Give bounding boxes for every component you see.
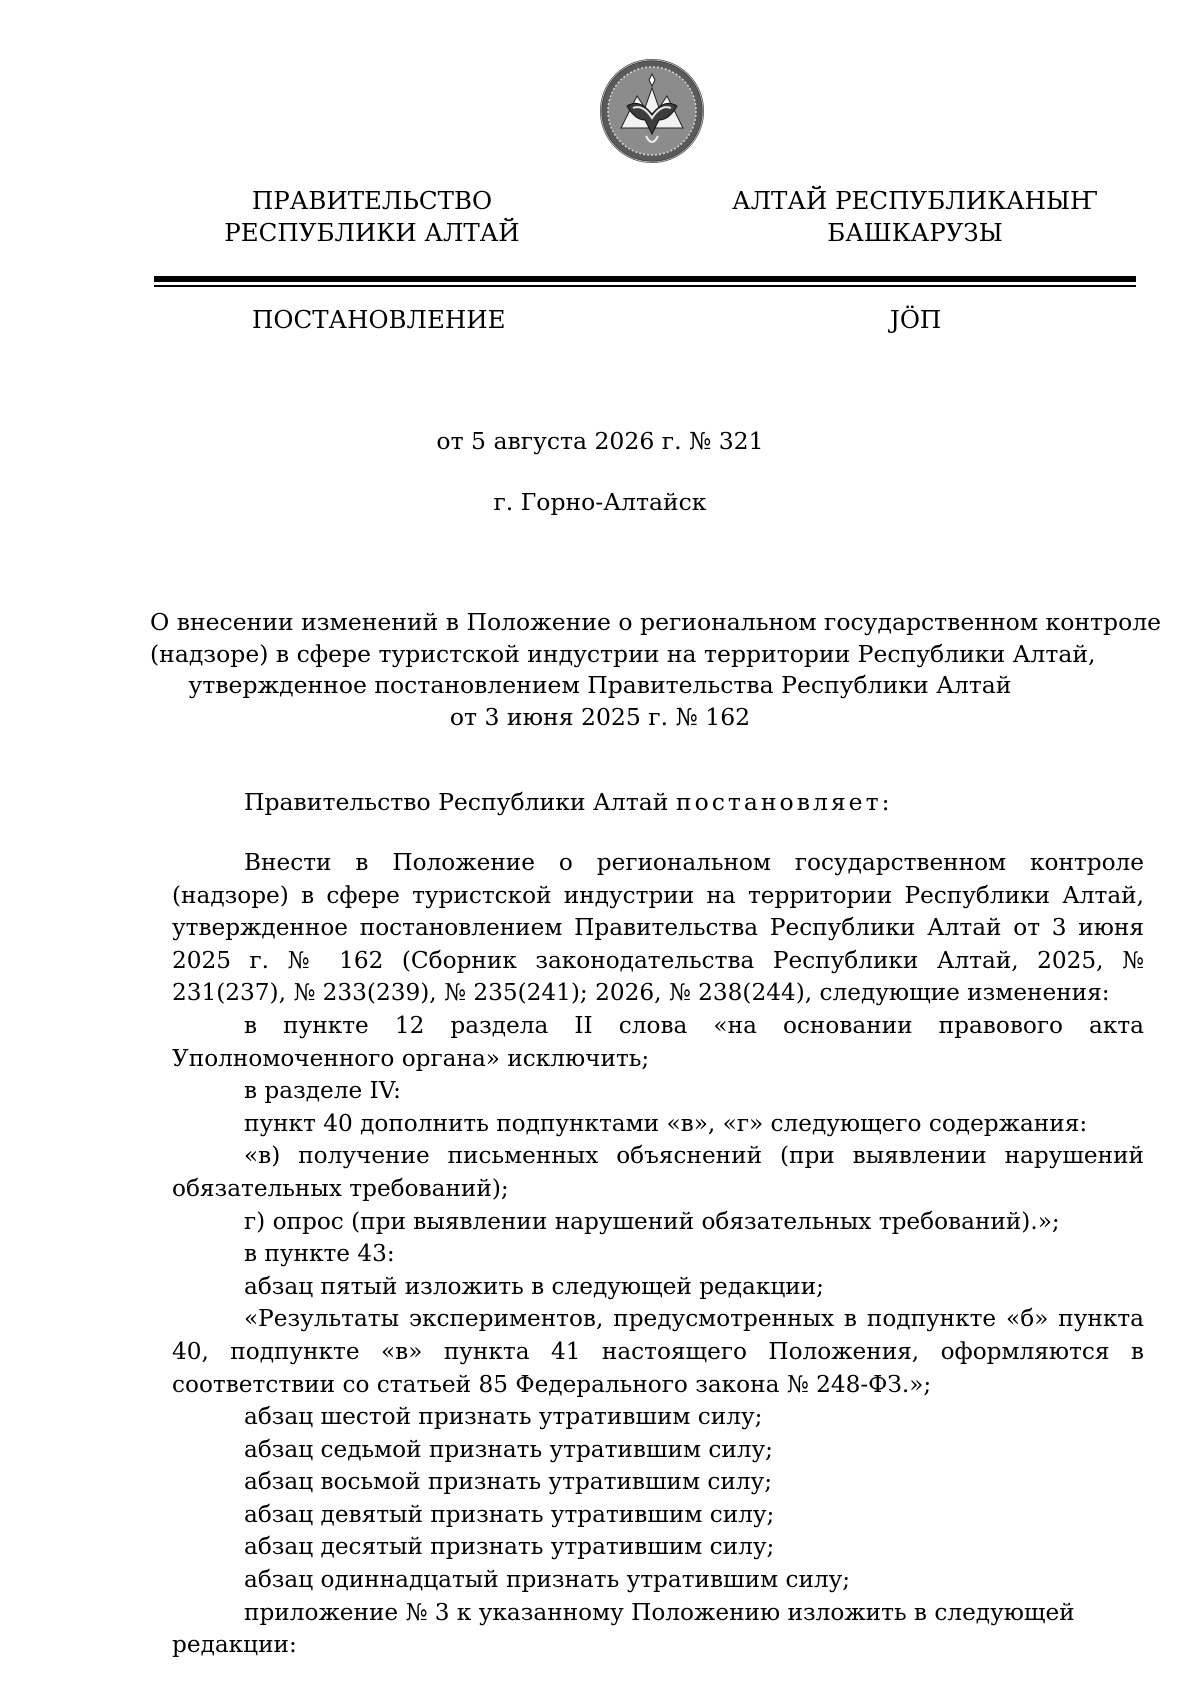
issuer-name-altai (705, 185, 1125, 249)
body-paragraph: абзац шестой признать утратившим силу; (244, 1403, 763, 1431)
header-rule-thin (154, 285, 1136, 287)
body-paragraph: г) опрос (при выявлении нарушений обязательных требований).»; (244, 1207, 1060, 1235)
title-line: (надзоре) в сфере туристской индустрии на территории Республики Алтай, (150, 639, 1096, 668)
body-paragraph: в пункте 12 раздела II слова «на основании правового акта Уполномоченного органа» исключить; (172, 1011, 1144, 1072)
coat-of-arms-emblem (599, 58, 705, 164)
body-paragraph: абзац пятый изложить в следующей редакции; (244, 1272, 824, 1300)
issuer-ru-line2: РЕСПУБЛИКИ АЛТАЙ (224, 218, 520, 247)
issuer-alt-line2: БАШКАРУЗЫ (827, 218, 1003, 247)
body-paragraph: в разделе IV: (244, 1077, 401, 1105)
title-line: от 3 июня 2025 г. № 162 (449, 702, 751, 731)
title-line: О внесении изменений в Положение о региональном государственном контроле (150, 608, 1162, 636)
header-rule-thick (154, 276, 1136, 282)
body-paragraph: Внести в Положение о региональном государственном контроле (надзоре) в сфере туристской индустрии на территории Республики Алтай, утвержденное постановлением Правительства Республики Алтай от 3 июня 2025 г. № 162 (Сборник законодательства Республики Алтай, 2025, № 231(237), № 233(239), № 235(241); 2026, № 238(244), следующие изменения: (172, 849, 1144, 1007)
body-paragraph: абзац девятый признать утратившим силу; (244, 1500, 775, 1528)
document-title (150, 607, 1162, 733)
issuer-alt-line1: АЛТАЙ РЕСПУБЛИКАНЫҤ (732, 186, 1098, 215)
body-paragraph: в пункте 43: (244, 1240, 395, 1268)
body-paragraph: пункт 40 дополнить подпунктами «в», «г» следующего содержания: (244, 1109, 1088, 1137)
doc-type-russian: ПОСТАНОВЛЕНИЕ (252, 305, 506, 334)
date-number-line: от 5 августа 2026 г. № 321 (436, 427, 764, 455)
body-paragraph: абзац восьмой признать утратившим силу; (244, 1468, 773, 1496)
body-paragraph: абзац седьмой признать утратившим силу; (244, 1435, 773, 1463)
body-paragraph: абзац одиннадцатый признать утратившим силу; (244, 1566, 851, 1594)
preamble (244, 787, 893, 817)
city-line: г. Горно-Алтайск (493, 488, 707, 516)
document-body (172, 847, 1144, 1662)
issuer-ru-line1: ПРАВИТЕЛЬСТВО (251, 186, 493, 215)
body-paragraph: «Результаты экспериментов, предусмотренных в подпункте «б» пункта 40, подпункте «в» пункта 41 настоящего Положения, оформляются в соответствии со статьей 85 Федерального закона № 248-ФЗ.»; (172, 1305, 1144, 1398)
doc-type-altai: JӦП (890, 305, 942, 334)
preamble-subject: Правительство Республики Алтай (244, 788, 669, 816)
body-paragraph: абзац десятый признать утратившим силу; (244, 1533, 775, 1561)
body-paragraph: приложение № 3 к указанному Положению изложить в следующей редакции: (172, 1598, 1075, 1659)
title-line: утвержденное постановлением Правительства Республики Алтай (188, 671, 1012, 699)
body-paragraph: «в) получение письменных объяснений (при выявлении нарушений обязательных требований); (172, 1142, 1144, 1202)
issuer-name-russian (162, 185, 582, 249)
preamble-verb: постановляет: (675, 788, 893, 816)
